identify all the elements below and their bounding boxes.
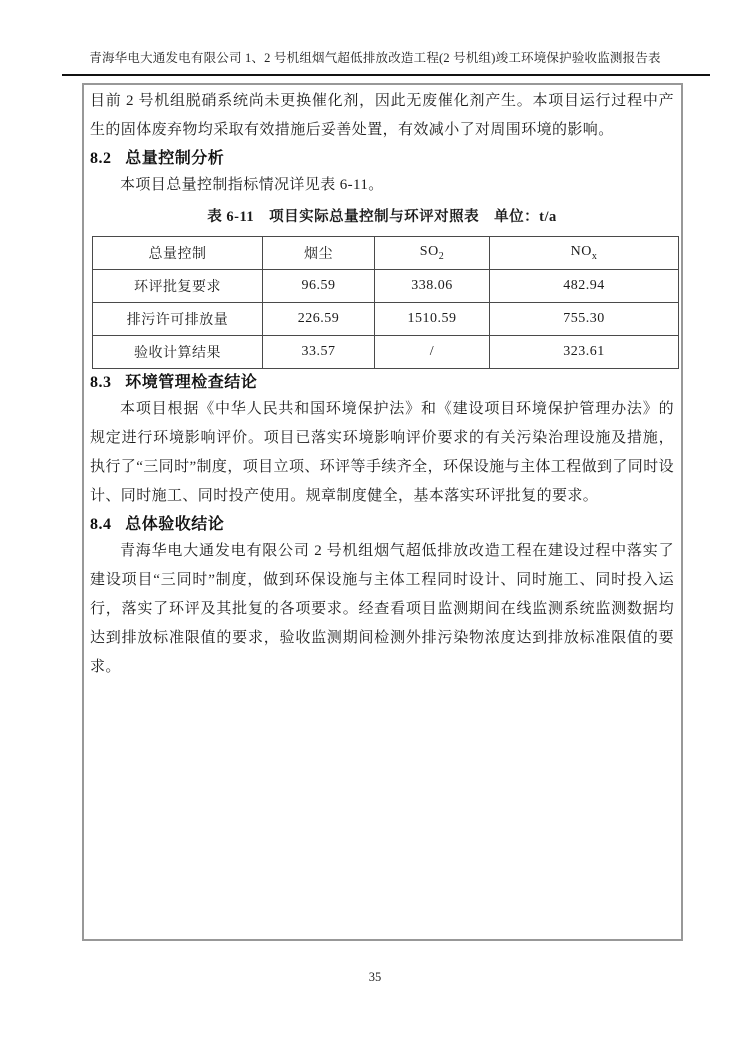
section-heading-8-3 xyxy=(90,371,674,395)
report-content-box xyxy=(82,83,683,941)
chem-symbol: NO xyxy=(570,244,592,260)
table-caption: 表 6-11 项目实际总量控制与环评对照表 单位：t/a xyxy=(207,209,557,225)
document-header-title: 青海华电大通发电有限公司 1、2 号机组烟气超低排放改造工程(2 号机组)竣工环境保护验收监测报告表 xyxy=(89,51,661,65)
table-header-cell: 总量控制 xyxy=(93,237,263,270)
table-cell: 226.59 xyxy=(263,303,375,336)
section-number: 8.3 xyxy=(90,374,112,391)
table-row xyxy=(93,336,679,369)
table-cell: 验收计算结果 xyxy=(93,336,263,369)
table-cell: 323.61 xyxy=(490,336,679,369)
table-cell: 755.30 xyxy=(490,303,679,336)
table-header-cell-so2 xyxy=(375,237,490,270)
table-cell: 排污许可排放量 xyxy=(93,303,263,336)
table-cell: 96.59 xyxy=(263,270,375,303)
header-rule-divider xyxy=(62,74,710,76)
totals-comparison-table xyxy=(92,236,679,369)
table-cell: 1510.59 xyxy=(375,303,490,336)
chem-subscript: x xyxy=(591,250,598,262)
section-heading-8-4 xyxy=(90,513,674,537)
table-header-row xyxy=(93,237,679,270)
chem-symbol: SO xyxy=(419,244,439,260)
section-number: 8.4 xyxy=(90,516,112,533)
page-number: 35 xyxy=(368,970,382,984)
section-number: 8.2 xyxy=(90,150,112,167)
section-8-4-paragraph: 青海华电大通发电有限公司 2 号机组烟气超低排放改造工程在建设过程中落实了建设项目“三同时”制度，做到环保设施与主体工程同时设计、同时施工、同时投入运行，落实了环评及其批复的各项要求。经查看项目监测期间在线监测系统监测数据均达到排放标准限值的要求，验收监测期间检测外排污染物浓度达到排放标准限值的要求。 xyxy=(90,543,674,675)
section-title: 总体验收结论 xyxy=(125,516,225,533)
table-cell: 482.94 xyxy=(490,270,679,303)
table-cell: 33.57 xyxy=(263,336,375,369)
table-cell: 338.06 xyxy=(375,270,490,303)
table-cell: / xyxy=(375,336,490,369)
table-row xyxy=(93,270,679,303)
table-row xyxy=(93,303,679,336)
section-heading-8-2 xyxy=(90,147,674,171)
section-title: 环境管理检查结论 xyxy=(125,374,258,391)
section-8-2-paragraph: 本项目总量控制指标情况详见表 6-11。 xyxy=(120,177,384,193)
table-header-cell-nox xyxy=(490,237,679,270)
table-header-cell: 烟尘 xyxy=(263,237,375,270)
chem-subscript: 2 xyxy=(438,250,445,262)
table-cell: 环评批复要求 xyxy=(93,270,263,303)
section-8-3-paragraph: 本项目根据《中华人民共和国环境保护法》和《建设项目环境保护管理办法》的规定进行环境影响评价。项目已落实环境影响评价要求的有关污染治理设施及措施，执行了“三同时”制度，项目立项、环评等手续齐全，环保设施与主体工程做到了同时设计、同时施工、同时投产使用。规章制度健全，基本落实环评批复的要求。 xyxy=(90,401,674,504)
section-title: 总量控制分析 xyxy=(125,150,225,167)
intro-paragraph: 目前 2 号机组脱硝系统尚未更换催化剂，因此无废催化剂产生。本项目运行过程中产生的固体废弃物均采取有效措施后妥善处置，有效减小了对周围环境的影响。 xyxy=(90,93,674,138)
